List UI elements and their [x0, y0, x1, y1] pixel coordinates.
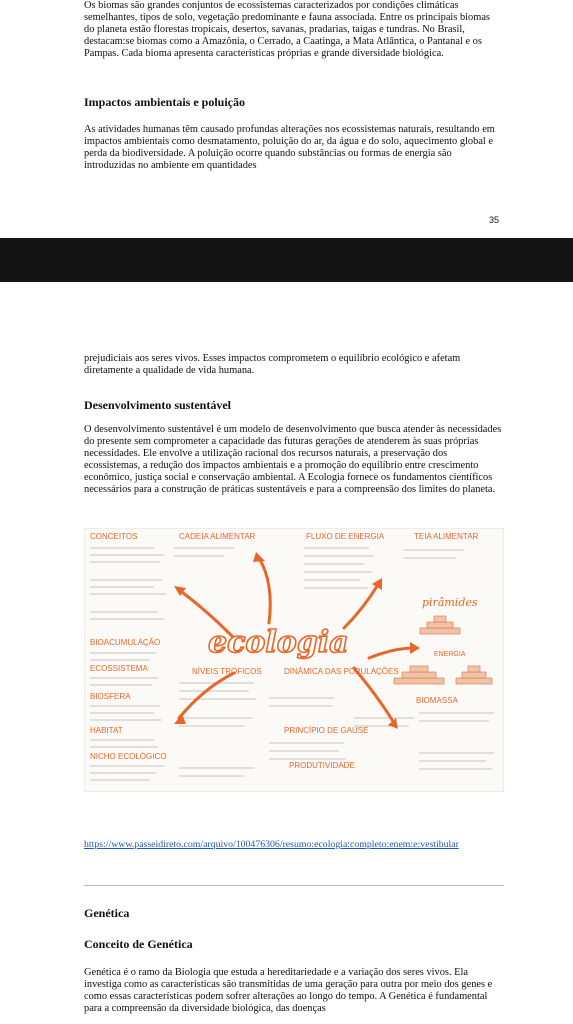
- impactos-paragraph: As atividades humanas têm causado profundas alterações nos ecossistemas naturais, resultando em impactos ambientais como desmatamento, poluição do ar, da água e do solo, aquecimento global e perda da biodiversidade. A poluição ocorre quando substâncias ou formas de energia são introduzidas no ambiente em quantidades: [84, 124, 495, 171]
- mm-label-gause: PRINCÍPIO DE GAUSE: [284, 726, 369, 735]
- genetica-paragraph: Genética é o ramo da Biologia que estuda a hereditariedade e a variação dos seres vivos. Ela investiga como as características são transmitidas de uma geração para outra por meio dos genes e como essas características podem sofrer alterações ao longo do tempo. A Genética é fundamental para a compreensão da diversidade biológica, das doenças: [84, 967, 493, 1014]
- document-page-35: [0, 0, 573, 238]
- section-divider: [84, 885, 504, 886]
- mm-label-habitat: HABITAT: [90, 726, 123, 735]
- mm-label-dinamica: DINÂMICA DAS POPULAÇÕES: [284, 667, 399, 676]
- mm-label-biosfera: BIOSFERA: [90, 692, 131, 701]
- section-heading-genetica: Genética: [84, 906, 130, 920]
- mm-label-fluxo: FLUXO DE ENERGIA: [306, 532, 385, 541]
- mm-label-ecossistema: ECOSSISTEMA: [90, 664, 148, 673]
- mm-label-niveis: NÍVEIS TRÓFICOS: [192, 667, 262, 676]
- biomas-paragraph: Os biomas são grandes conjuntos de ecossistemas caracterizados por condições climáticas semelhantes, tipos de solo, vegetação predominante e fauna associada. Entre os principais biomas do planeta estão florestas tropicais, desertos, savanas, pradarias, taigas e tundras. No Brasil, destacam:se biomas como a Amazônia, o Cerrado, a Caatinga, a Mata Atlântica, o Pantanal e os Pampas. Cada bioma apresenta características próprias e grande diversidade biológica.: [84, 0, 490, 59]
- page-separator: [0, 238, 573, 282]
- source-link[interactable]: https://www.passeidireto.com/arquivo/100476306/resumo:ecologia:completo:enem:e:vestibular: [84, 839, 459, 850]
- subheading-conceito-genetica: Conceito de Genética: [84, 937, 193, 951]
- mm-label-teia: TEIA ALIMENTAR: [414, 532, 479, 541]
- page-number: 35: [488, 215, 499, 225]
- continuation-paragraph: prejudiciais aos seres vivos. Esses impactos comprometem o equilíbrio ecológico e afetam diretamente a qualidade de vida humana.: [84, 353, 461, 376]
- mm-center-ecologia: ecologia: [208, 625, 349, 660]
- mm-label-bioacumulacao: BIOACUMULAÇÃO: [90, 638, 161, 647]
- document-page-36: [0, 282, 573, 1024]
- mm-label-nicho: NICHO ECOLÓGICO: [90, 752, 167, 761]
- mm-label-piramides: pirâmides: [422, 596, 478, 609]
- mm-label-produtividade: PRODUTIVIDADE: [289, 761, 355, 770]
- mm-label-cadeia: CADEIA ALIMENTAR: [179, 532, 256, 541]
- ecologia-mindmap-image: [84, 528, 504, 792]
- mm-label-biomassa: BIOMASSA: [416, 696, 458, 705]
- mindmap-drawing: [84, 528, 504, 792]
- sustentavel-paragraph: O desenvolvimento sustentável é um modelo de desenvolvimento que busca atender às necessidades do presente sem comprometer a capacidade das futuras gerações de atenderem às suas próprias necessidades. Ele envolve a utilização racional dos recursos naturais, a preservação dos ecossistemas, a redução dos impactos ambientais e a promoção do equilíbrio entre crescimento econômico, justiça social e conservação ambiental. A Ecologia fornece os fundamentos científicos necessários para a construção de práticas sustentáveis e para a compreensão dos limites do planeta.: [84, 424, 502, 495]
- section-heading-desenvolvimento: Desenvolvimento sustentável: [84, 398, 231, 412]
- mm-label-conceitos: CONCEITOS: [90, 532, 138, 541]
- mm-label-energia: ENERGIA: [434, 651, 466, 658]
- section-heading-impactos: Impactos ambientais e poluição: [84, 95, 246, 109]
